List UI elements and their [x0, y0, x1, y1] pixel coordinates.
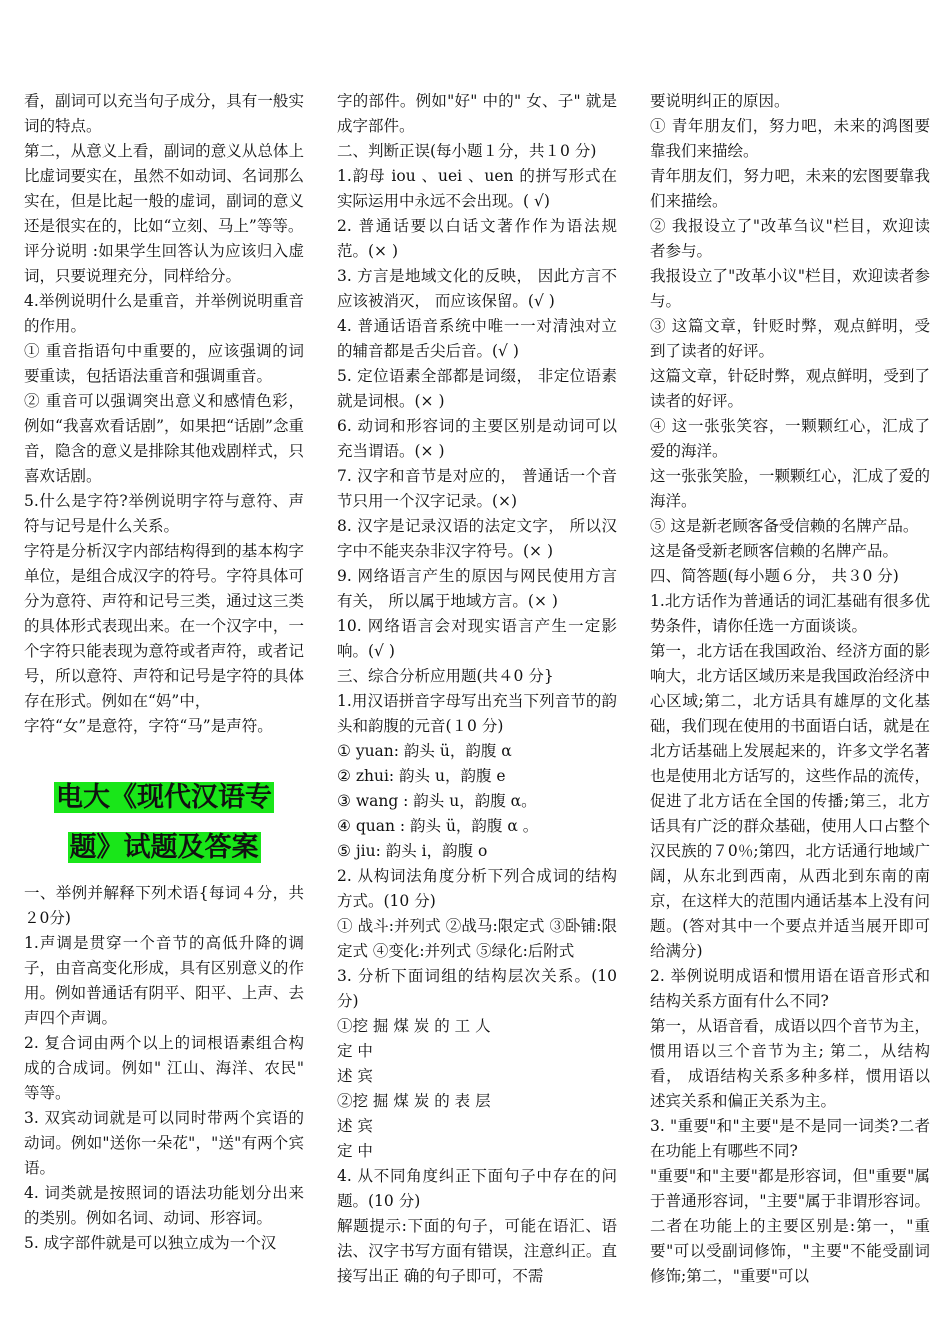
paragraph: ① 青年朋友们，努力吧，未来的鸿图要靠我们来描绘。: [650, 117, 930, 160]
paragraph: ③ 这篇文章，针贬时弊，观点鲜明，受到了读者的好评。: [650, 317, 930, 360]
paragraph: 这一张张笑脸，一颗颗红心，汇成了爱的海洋。: [650, 467, 930, 510]
paragraph: ④ 这一张张笑容，一颗颗红心，汇成了爱的海洋。: [650, 417, 930, 460]
paragraph: ① yuan: 韵头 ü，韵腹 α: [337, 742, 512, 760]
paragraph: 1.北方话作为普通话的词汇基础有很多优势条件，请你任选一方面谈谈。: [650, 592, 930, 635]
paragraph: ①挖 掘 煤 炭 的 工 人: [337, 1017, 491, 1035]
paragraph: ② 我报设立了"改革刍议"栏目，欢迎读者参与。: [650, 217, 930, 260]
paragraph: 这是备受新老顾客信赖的名牌产品。: [650, 542, 899, 560]
paragraph: 2. 从构词法角度分析下列合成词的结构方式。(10 分): [337, 867, 617, 910]
paragraph: "重要"和"主要"都是形容词，但"重要"属于普通形容词，"主要"属于非谓形容词。二者在功能上的主要区别是:第一，"重要"可以受副词修饰，"主要"不能受副词修饰;第二，"重要"可以: [650, 1167, 930, 1285]
paragraph: 3. 双宾动词就是可以同时带两个宾语的动词。例如"送你一朵花"，"送"有两个宾语。: [24, 1109, 304, 1177]
paragraph: 评分说明 :如果学生回答认为应该归入虚词，只要说理充分，同样给分。: [24, 242, 304, 285]
paragraph: 2. 举例说明成语和惯用语在语音形式和结构关系方面有什么不同?: [650, 967, 930, 1010]
paragraph: ②挖 掘 煤 炭 的 表 层: [337, 1092, 491, 1110]
paragraph: 4. 词类就是按照词的语法功能划分出来的类别。例如名词、动词、形容词。: [24, 1184, 304, 1227]
section-heading: 二、判断正误(每小题１分，共１0 分): [337, 142, 597, 160]
paragraph: 5.什么是字符?举例说明字符与意符、声符与记号是什么关系。: [24, 492, 304, 535]
paragraph: 3. "重要"和"主要"是不是同一词类?二者在功能上有哪些不同?: [650, 1117, 930, 1160]
paragraph: 1.韵母 iou 、uei 、uen 的拼写形式在实际运用中永远不会出现。( √): [337, 167, 617, 210]
paragraph: 字的部件。例如"好" 中的" 女、子" 就是成字部件。: [337, 92, 617, 135]
paragraph: ① 重音指语句中重要的，应该强调的词要重读，包括语法重音和强调重音。: [24, 342, 304, 385]
paragraph: 看，副词可以充当句子成分，具有一般实词的特点。: [24, 92, 304, 135]
section-heading: 一、举例并解释下列术语{每词４分，共２0分): [24, 884, 304, 927]
paragraph: 第二，从意义上看，副词的意义从总体上比虚词要实在，虽然不如动词、名词那么实在，但是比起一般的虚词，副词的意义还是很实在的，比如“立刻、马上”等等。: [24, 142, 304, 235]
paragraph: 1.声调是贯穿一个音节的高低升降的调子，由音高变化形成，具有区别意义的作用。例如普通话有阴平、阳平、上声、去声四个声调。: [24, 934, 304, 1027]
paragraph: 述 宾: [337, 1067, 373, 1085]
paragraph: ② zhui: 韵头 u，韵腹 e: [337, 767, 506, 785]
paragraph: 字符“女”是意符，字符“马”是声符。: [24, 717, 273, 735]
title-line-1: 电大《现代汉语专: [56, 782, 272, 813]
paragraph: 述 宾: [337, 1117, 373, 1135]
paragraph: ③ wang : 韵头 u，韵腹 α。: [337, 792, 537, 810]
paragraph: 第一，北方话在我国政治、经济方面的影响大，北方话区域历来是我国政治经济中心区域;第二，北方话具有雄厚的文化基础，我们现在使用的书面语白话，就是在北方话基础上发展起来的，许多文学名著也是使用北方话写的，这些作品的流传，促进了北方话在全国的传播;第三，北方话具有广泛的群众基础，使用人口占整个汉民族的７0％;第四，北方话通行地域广阔，从东北到西南，从西北到东南的南京，在这样大的范围内通话基本上没有问题。(答对其中一个要点并适当展开即可给满分): [650, 642, 930, 960]
paragraph: ① 战斗:并列式 ②战马:限定式 ③卧铺:限定式 ④变化:并列式 ⑤绿化:后附式: [337, 917, 617, 960]
paragraph: 4.举例说明什么是重音，并举例说明重音的作用。: [24, 292, 304, 335]
paragraph: 第一，从语音看，成语以四个音节为主，惯用语以三个音节为主; 第二，从结构看， 成语结构关系多种多样，惯用语以述宾关系和偏正关系为主。: [650, 1017, 930, 1110]
paragraph: ⑤ 这是新老顾客备受信赖的名牌产品。: [650, 517, 919, 535]
document-title: [24, 773, 304, 873]
paragraph: ④ quan : 韵头 ü，韵腹 α 。: [337, 817, 539, 835]
paragraph: 我报设立了"改革小议"栏目，欢迎读者参与。: [650, 267, 930, 310]
paragraph: 6. 动词和形容词的主要区别是动词可以充当谓语。(× ): [337, 417, 617, 460]
paragraph: 青年朋友们，努力吧，未来的宏图要靠我们来描绘。: [650, 167, 930, 210]
paragraph: 5. 成字部件就是可以独立成为一个汉: [24, 1234, 277, 1252]
paragraph: 解题提示:下面的句子，可能在语汇、语法、汉字书写方面有错误，注意纠正。直接写出正 确的句子即可，不需: [337, 1217, 617, 1285]
paragraph: 7. 汉字和音节是对应的， 普通话一个音节只用一个汉字记录。(×): [337, 467, 617, 510]
paragraph: 3. 分析下面词组的结构层次关系。(10 分): [337, 967, 617, 1010]
paragraph: 3. 方言是地域文化的反映， 因此方言不应该被消灭， 而应该保留。(√ ): [337, 267, 617, 310]
paragraph: 5. 定位语素全部都是词缀， 非定位语素就是词根。(× ): [337, 367, 617, 410]
paragraph: 定 中: [337, 1142, 373, 1160]
paragraph: 2. 普通话要以白话文著作作为语法规范。(× ): [337, 217, 617, 260]
paragraph: 2. 复合词由两个以上的词根语素组合构成的合成词。例如" 江山、海洋、农民" 等等。: [24, 1034, 304, 1102]
section-heading: 三、综合分析应用题(共４0 分}: [337, 667, 554, 685]
paragraph: 4. 普通话语音系统中唯一一对清浊对立的辅音都是舌尖后音。(√ ): [337, 317, 617, 360]
paragraph: 8. 汉字是记录汉语的法定文字， 所以汉字中不能夹杂非汉字符号。(× ): [337, 517, 617, 560]
paragraph: 定 中: [337, 1042, 373, 1060]
paragraph: ⑤ jiu: 韵头 i，韵腹 o: [337, 842, 488, 860]
paragraph: ② 重音可以强调突出意义和感情色彩，例如“我喜欢看话剧”，如果把“话剧”念重音，隐含的意义是排除其他戏剧样式，只喜欢话剧。: [24, 392, 304, 485]
paragraph: 这篇文章，针砭时弊，观点鲜明，受到了读者的好评。: [650, 367, 930, 410]
col1-bottom-text: [24, 881, 304, 1256]
paragraph: 10. 网络语言会对现实语言产生一定影响。(√ ): [337, 617, 617, 660]
paragraph: 4. 从不同角度纠正下面句子中存在的问题。(10 分): [337, 1167, 617, 1210]
paragraph: 要说明纠正的原因。: [650, 92, 790, 110]
col1-top-text: [24, 89, 304, 739]
column-right: [650, 89, 930, 1289]
title-line-2: 题》试题及答案: [69, 832, 259, 863]
paragraph: 1.用汉语拼音字母写出充当下列音节的韵头和韵腹的元音(１0 分): [337, 692, 617, 735]
section-heading: 四、简答题(每小题６分， 共３0 分): [650, 567, 899, 585]
column-left: [24, 89, 304, 1256]
paragraph: 字符是分析汉字内部结构得到的基本构字单位，是组合成汉字的符号。字符具体可分为意符、声符和记号三类，通过这三类的具体形式表现出来。在一个汉字中，一个字符只能表现为意符或者声符，或者记号，所以意符、声符和记号是字符的具体存在形式。例如在“妈”中，: [24, 542, 304, 710]
paragraph: 9. 网络语言产生的原因与网民使用方言有关， 所以属于地域方言。(× ): [337, 567, 617, 610]
column-middle: [337, 89, 617, 1289]
